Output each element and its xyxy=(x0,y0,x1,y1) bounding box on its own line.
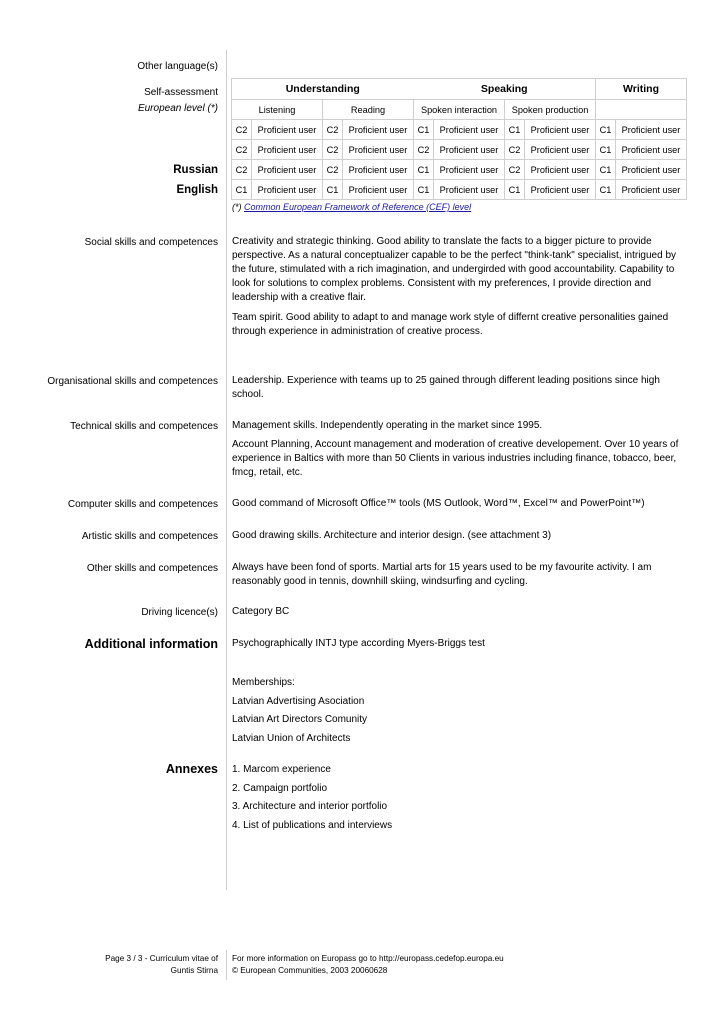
table-row xyxy=(232,140,687,160)
level-cell: C2 xyxy=(232,120,252,140)
writing-subheader-empty xyxy=(596,100,687,120)
computer-skills-text: Good command of Microsoft Office™ tools (MS Outlook, Word™, Excel™ and PowerPoint™) xyxy=(232,498,645,509)
list-item: Latvian Advertising Asociation xyxy=(232,695,365,707)
table-row xyxy=(232,120,687,140)
level-desc-cell: Proficient user xyxy=(343,180,414,200)
footer-name-line: Guntis Stirna xyxy=(170,966,218,975)
self-assessment-label: Self-assessment xyxy=(144,87,218,98)
list-item: 3. Architecture and interior portfolio xyxy=(232,801,388,812)
level-cell: C1 xyxy=(414,180,434,200)
table-row xyxy=(232,160,687,180)
level-desc-cell: Proficient user xyxy=(252,180,323,200)
social-skills-text-2: Team spirit. Good ability to adapt to and manage work style of differnt creative personalities gained through experience in administration of creative process. xyxy=(232,312,669,337)
level-desc-cell: Proficient user xyxy=(343,120,414,140)
footer-europass-line: For more information on Europass go to http://europass.cedefop.europa.eu xyxy=(232,954,504,963)
driving-licence-text: Category BC xyxy=(232,606,290,617)
speaking-header: Speaking xyxy=(414,79,596,100)
list-item: Latvian Union of Architects xyxy=(232,732,351,744)
level-desc-cell: Proficient user xyxy=(252,140,323,160)
technical-skills-text-1: Management skills. Independently operating in the market since 1995. xyxy=(232,420,543,431)
table-header-row xyxy=(232,79,687,100)
language-table xyxy=(231,78,687,200)
organisational-skills-text: Leadership. Experience with teams up to 25 gained through different leading positions since high school. xyxy=(232,375,660,400)
spoken-production-subheader: Spoken production xyxy=(505,100,596,120)
level-cell: C1 xyxy=(505,180,525,200)
level-cell: C2 xyxy=(323,140,343,160)
memberships-list xyxy=(232,674,692,748)
driving-licence-label: Driving licence(s) xyxy=(141,607,218,618)
level-cell: C1 xyxy=(323,180,343,200)
level-cell: C1 xyxy=(414,160,434,180)
level-desc-cell: Proficient user xyxy=(616,120,687,140)
organisational-skills-label: Organisational skills and competences xyxy=(47,376,218,387)
other-languages-label: Other language(s) xyxy=(137,61,218,72)
annexes-label: Annexes xyxy=(165,762,218,776)
footer-copyright-line: © European Communities, 2003 20060628 xyxy=(232,966,388,975)
level-cell: C1 xyxy=(232,180,252,200)
level-desc-cell: Proficient user xyxy=(343,160,414,180)
level-desc-cell: Proficient user xyxy=(252,120,323,140)
level-desc-cell: Proficient user xyxy=(252,160,323,180)
level-desc-cell: Proficient user xyxy=(616,180,687,200)
social-skills-label: Social skills and competences xyxy=(84,237,218,248)
level-cell: C2 xyxy=(414,140,434,160)
spoken-interaction-subheader: Spoken interaction xyxy=(414,100,505,120)
level-desc-cell: Proficient user xyxy=(525,120,596,140)
social-skills-text-1: Creativity and strategic thinking. Good ability to translate the facts to a bigger picture to provide perspective. As a natural conceptualizer capable to be the perfect "think-tank" specialist, intrigued by the future, stimulated with a rich imagination, and undergirded with good accountability. Capability to look for solutions to complex problems. Consistent with my preferences, I provide direction and leadership with a creative flair. xyxy=(232,236,677,303)
technical-skills-text-2: Account Planning, Account management and moderation of creative developement. Over 10 years of experience in Baltics with more than 50 Clients in various industries including finance, tobacco, beer, fmcg, retail, etc. xyxy=(232,439,679,478)
technical-skills-label: Technical skills and competences xyxy=(70,421,218,432)
level-desc-cell: Proficient user xyxy=(525,180,596,200)
level-desc-cell: Proficient user xyxy=(616,160,687,180)
artistic-skills-text: Good drawing skills. Architecture and interior design. (see attachment 3) xyxy=(232,530,552,541)
computer-skills-label: Computer skills and competences xyxy=(67,499,218,510)
footer-europass-info xyxy=(232,953,504,977)
european-level-label: European level (*) xyxy=(137,103,218,114)
cef-prefix: (*) xyxy=(232,202,244,212)
level-cell: C1 xyxy=(414,120,434,140)
artistic-skills-label: Artistic skills and competences xyxy=(81,531,218,542)
other-skills-label: Other skills and competences xyxy=(86,563,218,574)
level-cell: C2 xyxy=(505,160,525,180)
level-cell: C1 xyxy=(505,120,525,140)
list-item: 2. Campaign portfolio xyxy=(232,782,328,794)
language-russian-label: Russian xyxy=(173,164,218,176)
list-item: Memberships: xyxy=(232,677,295,688)
level-cell: C2 xyxy=(232,160,252,180)
level-cell: C2 xyxy=(323,120,343,140)
additional-information-text: Psychographically INTJ type according Myers-Briggs test xyxy=(232,638,485,649)
cef-note xyxy=(232,201,471,213)
list-item: 1. Marcom experience xyxy=(232,764,331,775)
listening-subheader: Listening xyxy=(232,100,323,120)
table-subheader-row xyxy=(232,100,687,120)
footer-page-line: Page 3 / 3 - Curriculum vitae of xyxy=(105,954,218,963)
language-english-label: English xyxy=(176,184,218,196)
column-divider xyxy=(226,50,227,890)
writing-header: Writing xyxy=(596,79,687,100)
level-desc-cell: Proficient user xyxy=(434,120,505,140)
level-desc-cell: Proficient user xyxy=(343,140,414,160)
level-desc-cell: Proficient user xyxy=(616,140,687,160)
level-cell: C1 xyxy=(596,180,616,200)
level-desc-cell: Proficient user xyxy=(525,160,596,180)
level-desc-cell: Proficient user xyxy=(434,180,505,200)
list-item: 4. List of publications and interviews xyxy=(232,819,393,831)
level-desc-cell: Proficient user xyxy=(525,140,596,160)
list-item: Latvian Art Directors Comunity xyxy=(232,714,368,725)
level-cell: C1 xyxy=(596,120,616,140)
cef-link[interactable]: Common European Framework of Reference (CEF) level xyxy=(244,202,472,212)
footer-divider xyxy=(226,950,227,980)
level-desc-cell: Proficient user xyxy=(434,160,505,180)
level-cell: C2 xyxy=(232,140,252,160)
level-desc-cell: Proficient user xyxy=(434,140,505,160)
level-cell: C2 xyxy=(323,160,343,180)
level-cell: C1 xyxy=(596,160,616,180)
level-cell: C1 xyxy=(596,140,616,160)
other-skills-text: Always have been fond of sports. Martial arts for 15 years used to be my favourite activity. I am reasonably good in tennis, downhill skiing, windsurfing and cycling. xyxy=(232,562,652,587)
footer-page-info xyxy=(105,953,218,977)
additional-information-label: Additional information xyxy=(84,637,218,651)
table-row xyxy=(232,180,687,200)
annexes-list xyxy=(232,761,692,835)
understanding-header: Understanding xyxy=(232,79,414,100)
reading-subheader: Reading xyxy=(323,100,414,120)
level-cell: C2 xyxy=(505,140,525,160)
